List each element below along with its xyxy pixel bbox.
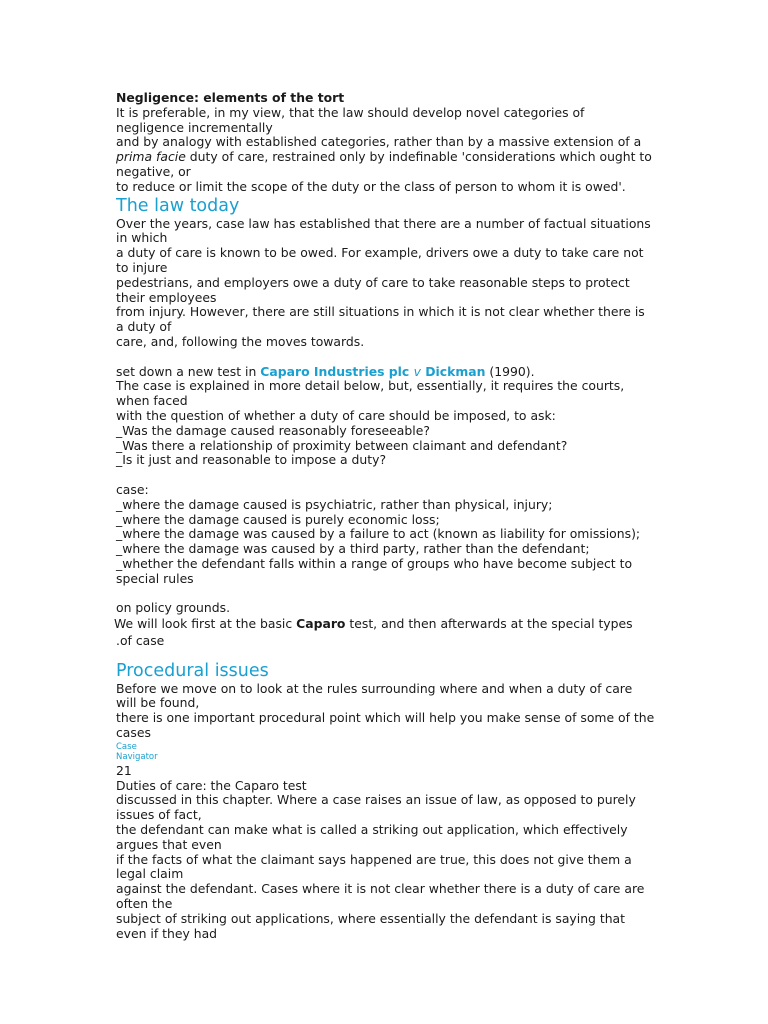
first-pre: We will look first at the basic (114, 616, 297, 632)
prima-facie-italic: prima facie (116, 149, 186, 165)
spacer (116, 587, 656, 602)
intro-line-3-rest: duty of care, restrained only by indefinable 'considerations which ought to negative, or (116, 149, 652, 179)
explained-line: with the question of whether a duty of care should be imposed, to ask: (116, 407, 556, 423)
closing-line: against the defendant. Cases where it is not clear whether there is a duty of care are often the (116, 881, 645, 912)
case-navigator-label-navigator: Navigator (116, 751, 158, 762)
spacer (116, 649, 656, 655)
spacer (116, 350, 656, 365)
first-post: test, and then afterwards at the special types (345, 616, 633, 632)
procedural-line: there is one important procedural point which will help you make sense of some of the cases (116, 710, 655, 741)
case-item: _where the damage caused is purely economic loss; (116, 511, 440, 527)
heading-law-today: The law today (116, 195, 240, 216)
caparo-pre: set down a new test in (116, 363, 261, 379)
running-head: Duties of care: the Caparo test (116, 777, 307, 793)
law-today-line: care, and, following the moves towards. (116, 333, 365, 349)
case-navigator-label-case: Case (116, 741, 137, 752)
heading-procedural-issues: Procedural issues (116, 660, 269, 681)
document-body (116, 91, 656, 941)
caparo-case-link[interactable] (260, 364, 485, 379)
procedural-line: Before we move on to look at the rules surrounding where and when a duty of care will be found, (116, 680, 633, 711)
question-item: _Was the damage caused reasonably foreseeable? (116, 422, 430, 438)
policy-line: on policy grounds. (116, 600, 231, 616)
spacer (116, 468, 656, 483)
caparo-case-v: v (413, 363, 421, 379)
caparo-post: (1990). (485, 363, 535, 379)
closing-line: if the facts of what the claimant says happened are true, this does not give them a legal claim (116, 851, 632, 882)
law-today-line: Over the years, case law has established that there are a number of factual situations in which (116, 215, 651, 246)
case-item: _whether the defendant falls within a range of groups who have become subject to special rules (116, 555, 633, 586)
caparo-case-name: Caparo Industries plc (260, 363, 414, 379)
intro-line-1: It is preferable, in my view, that the law should develop novel categories of negligence incrementally (116, 104, 585, 135)
question-item: _Is it just and reasonable to impose a duty? (116, 452, 387, 468)
page-number: 21 (116, 762, 132, 778)
caparo-case-dickman: Dickman (420, 363, 486, 379)
intro-line-2: and by analogy with established categories, rather than by a massive extension of a (116, 134, 642, 150)
law-today-line: from injury. However, there are still situations in which it is not clear whether there is a duty of (116, 304, 645, 335)
law-today-line: pedestrians, and employers owe a duty of care to take reasonable steps to protect their employees (116, 274, 630, 305)
document-title: Negligence: elements of the tort (116, 90, 345, 105)
intro-line-4: to reduce or limit the scope of the duty or the class of person to whom it is owed'. (116, 178, 626, 194)
case-label: case: (116, 481, 149, 497)
caparo-line (116, 365, 656, 380)
first-line (114, 617, 656, 632)
of-case-line: .of case (116, 632, 165, 648)
explained-line: The case is explained in more detail below, but, essentially, it requires the courts, when faced (116, 378, 625, 409)
caparo-bold: Caparo (296, 616, 346, 632)
closing-line: subject of striking out applications, where essentially the defendant is saying that even if they had (116, 910, 626, 941)
closing-line: discussed in this chapter. Where a case raises an issue of law, as opposed to purely issues of fact, (116, 792, 636, 823)
intro-line-3 (116, 150, 656, 180)
question-item: _Was there a relationship of proximity between claimant and defendant? (116, 437, 568, 453)
law-today-line: a duty of care is known to be owed. For example, drivers owe a duty to take care not to injure (116, 245, 644, 275)
case-item: _where the damage was caused by a third party, rather than the defendant; (116, 541, 590, 557)
case-navigator-link[interactable] (116, 742, 656, 762)
closing-line: the defendant can make what is called a striking out application, which effectively argues that even (116, 822, 628, 852)
case-item: _where the damage was caused by a failure to act (known as liability for omissions); (116, 526, 641, 542)
case-item: _where the damage caused is psychiatric, rather than physical, injury; (116, 496, 553, 512)
